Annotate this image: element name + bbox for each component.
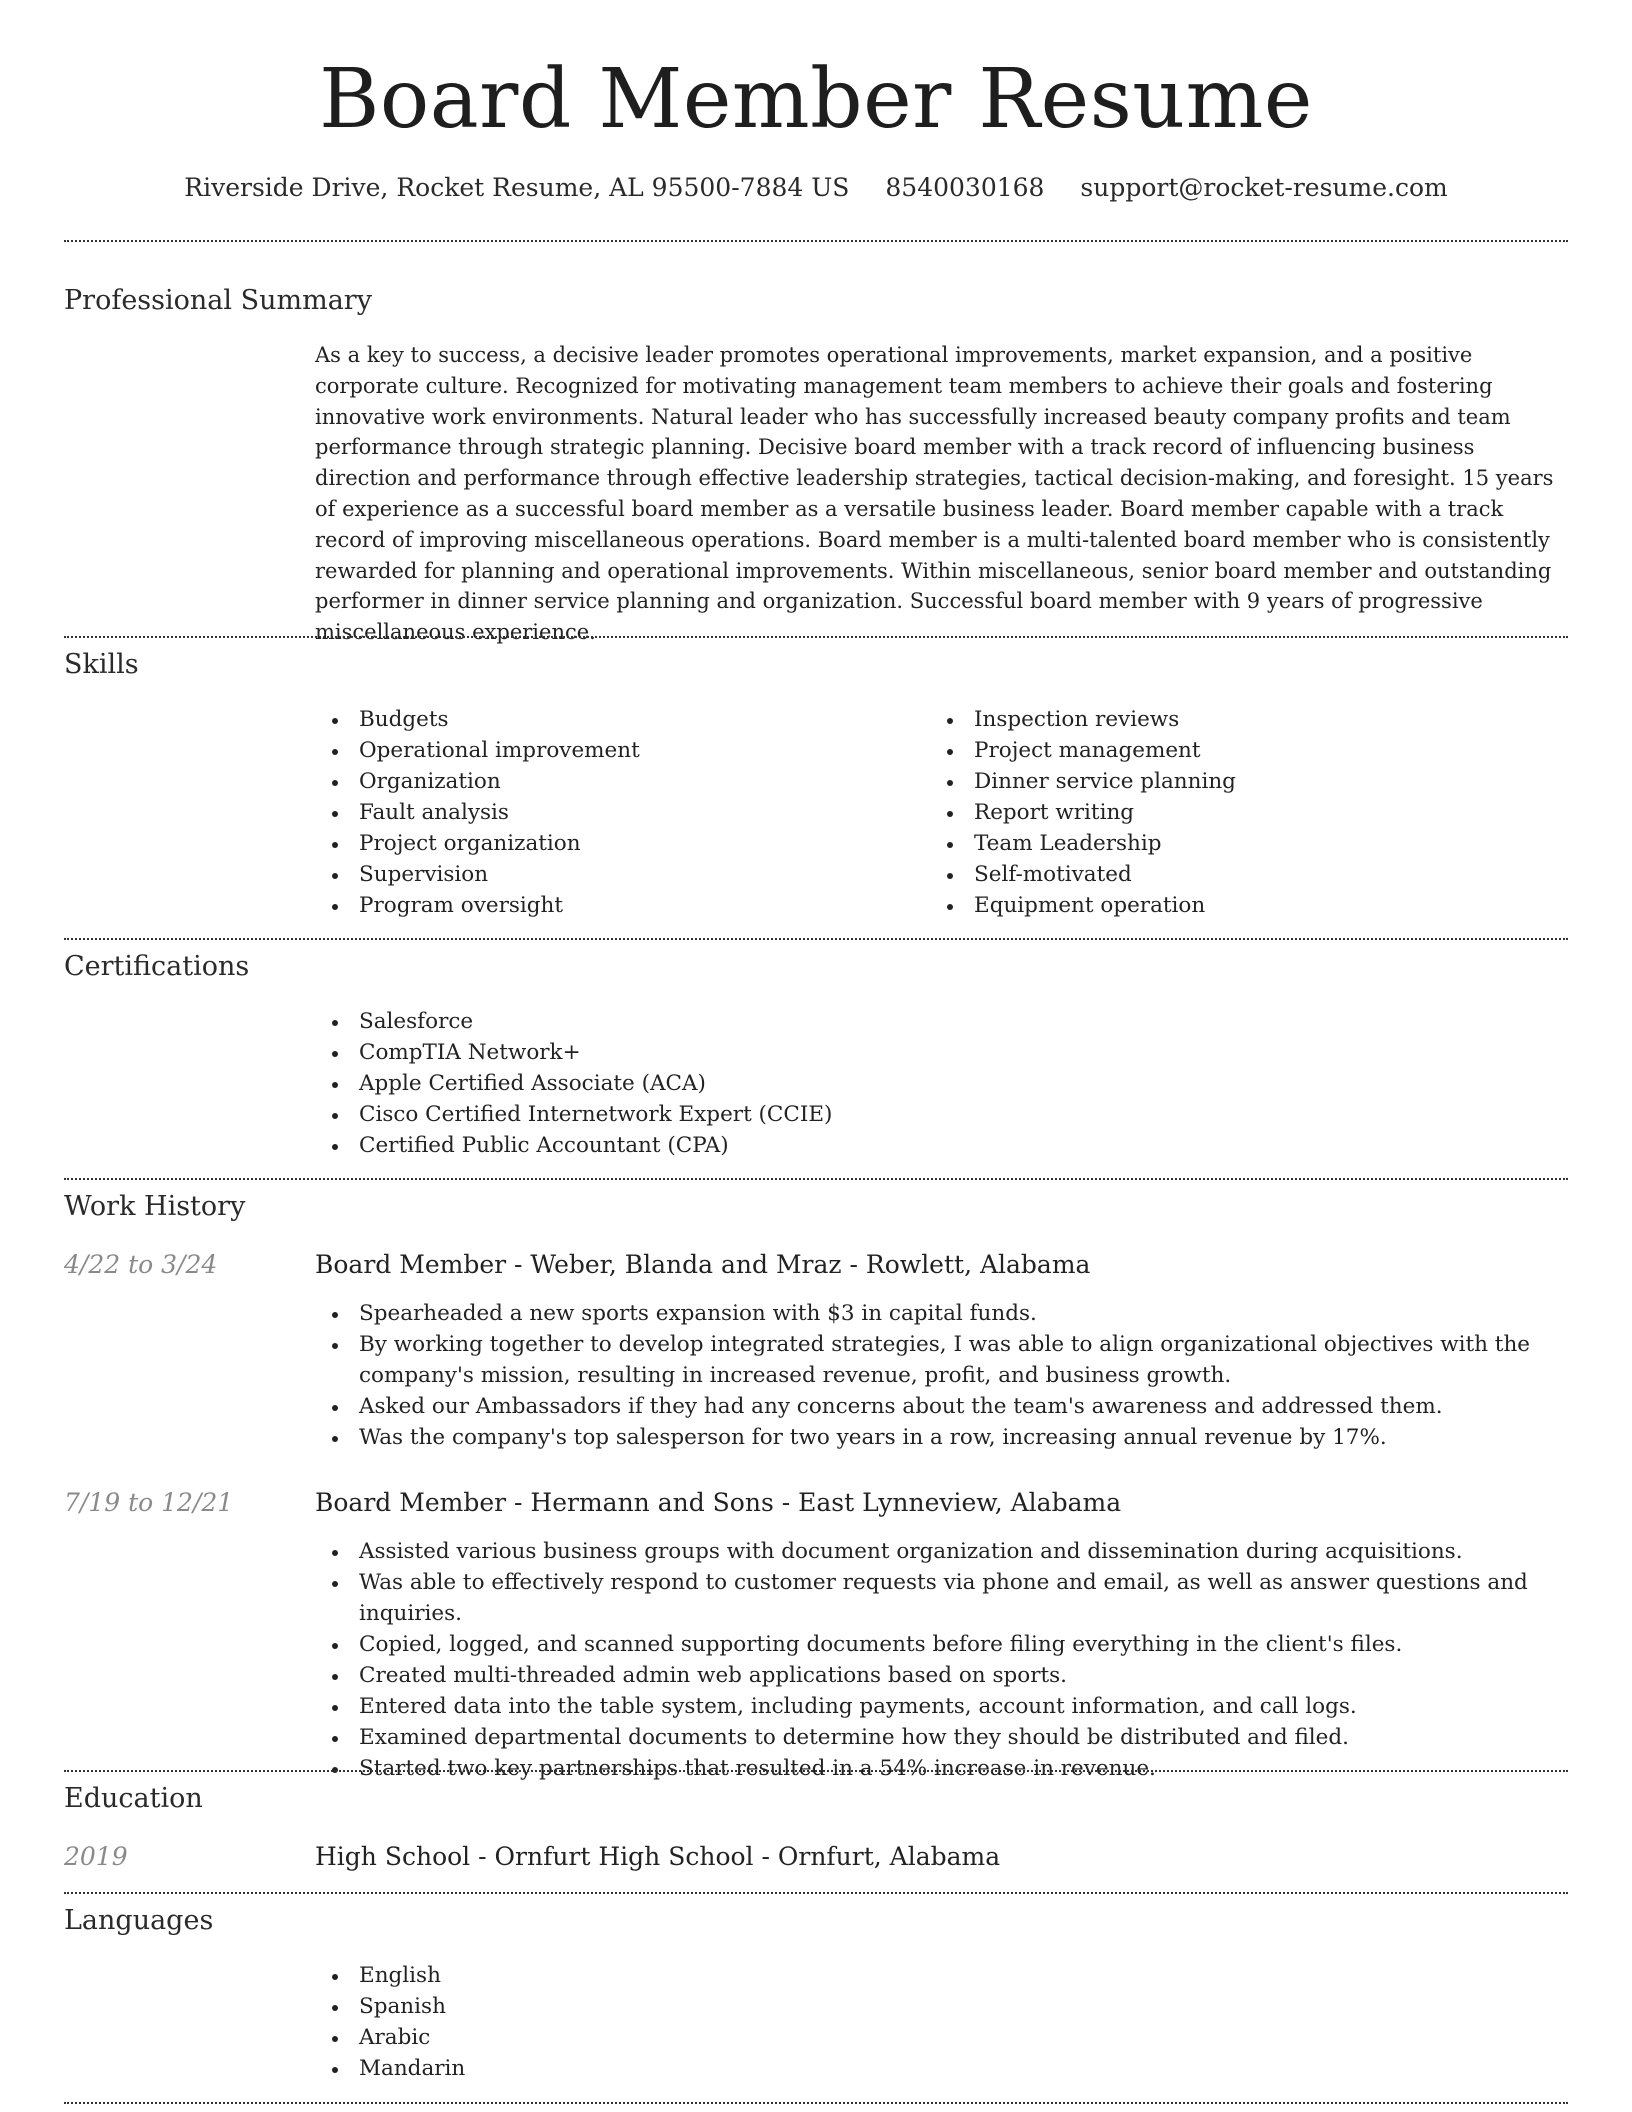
job-bullet: Asked our Ambassadors if they had any concerns about the team's awareness and addressed them. xyxy=(315,1391,1565,1422)
skill-item: Fault analysis xyxy=(315,797,915,828)
contact-line xyxy=(0,170,1632,206)
section-title-languages: Languages xyxy=(64,1905,214,1936)
job-bullets xyxy=(315,1298,1565,1453)
summary-text: As a key to success, a decisive leader promotes operational improvements, market expansion, and a positive corporate culture. Recognized for motivating management team members to achieve their goals and fostering innovative work environments. Natural leader who has successfully increased beauty company profits and team performance through strategic planning. Decisive board member with a track record of influencing business direction and performance through effective leadership strategies, tactical decision-making, and foresight. 15 years of experience as a successful board member as a versatile business leader. Board member capable with a track record of improving miscellaneous operations. Board member is a multi-talented board member who is consistently rewarded for planning and operational improvements. Within miscellaneous, senior board member and outstanding performer in dinner service planning and organization. Successful board member with 9 years of progressive miscellaneous experience. xyxy=(315,343,1554,645)
divider xyxy=(64,240,1568,242)
resume-title: Board Member Resume xyxy=(319,52,1313,147)
certification-item: Salesforce xyxy=(315,1006,1565,1037)
divider xyxy=(64,938,1568,940)
language-item: Arabic xyxy=(315,2022,1565,2053)
job-bullet: Copied, logged, and scanned supporting documents before filing everything in the client's files. xyxy=(315,1629,1565,1660)
skills-list-right xyxy=(930,704,1530,921)
certification-item: CompTIA Network+ xyxy=(315,1037,1565,1068)
languages-list xyxy=(315,1960,1565,2084)
language-item: English xyxy=(315,1960,1565,1991)
skill-item: Organization xyxy=(315,766,915,797)
certification-item: Apple Certified Associate (ACA) xyxy=(315,1068,1565,1099)
skill-item: Operational improvement xyxy=(315,735,915,766)
section-title-work-history: Work History xyxy=(64,1191,246,1222)
job-dates: 7/19 to 12/21 xyxy=(64,1488,234,1517)
job-heading: Board Member - Weber, Blanda and Mraz - Rowlett, Alabama xyxy=(315,1250,1091,1279)
skill-item: Inspection reviews xyxy=(930,704,1530,735)
job-bullet: Examined departmental documents to determine how they should be distributed and filed. xyxy=(315,1722,1565,1753)
job-bullets xyxy=(315,1536,1565,1784)
skill-item: Budgets xyxy=(315,704,915,735)
certification-item: Certified Public Accountant (CPA) xyxy=(315,1130,1565,1161)
section-title-skills: Skills xyxy=(64,649,139,680)
contact-email[interactable]: support@rocket-resume.com xyxy=(1080,173,1448,202)
skill-item: Equipment operation xyxy=(930,890,1530,921)
skill-item: Self-motivated xyxy=(930,859,1530,890)
divider xyxy=(64,1892,1568,1894)
contact-phone: 8540030168 xyxy=(885,173,1045,202)
language-item: Spanish xyxy=(315,1991,1565,2022)
section-title-summary: Professional Summary xyxy=(64,285,372,316)
education-date: 2019 xyxy=(64,1842,128,1871)
skill-item: Program oversight xyxy=(315,890,915,921)
section-title-certifications: Certifications xyxy=(64,951,250,982)
skill-item: Dinner service planning xyxy=(930,766,1530,797)
education-heading: High School - Ornfurt High School - Ornfurt, Alabama xyxy=(315,1842,1001,1871)
skill-item: Project management xyxy=(930,735,1530,766)
divider xyxy=(64,636,1568,638)
certification-item: Cisco Certified Internetwork Expert (CCIE) xyxy=(315,1099,1565,1130)
job-bullet: By working together to develop integrated strategies, I was able to align organizational objectives with the company's mission, resulting in increased revenue, profit, and business growth. xyxy=(315,1329,1565,1391)
job-bullet: Was the company's top salesperson for two years in a row, increasing annual revenue by 17%. xyxy=(315,1422,1565,1453)
contact-address: Riverside Drive, Rocket Resume, AL 95500-7884 US xyxy=(184,173,850,202)
job-heading: Board Member - Hermann and Sons - East Lynneview, Alabama xyxy=(315,1488,1122,1517)
job-bullet: Was able to effectively respond to customer requests via phone and email, as well as answer questions and inquiries. xyxy=(315,1567,1565,1629)
skills-list-left xyxy=(315,704,915,921)
skill-item: Report writing xyxy=(930,797,1530,828)
job-bullet: Entered data into the table system, including payments, account information, and call logs. xyxy=(315,1691,1565,1722)
skill-item: Project organization xyxy=(315,828,915,859)
job-bullet: Started two key partnerships that resulted in a 54% increase in revenue. xyxy=(315,1753,1565,1784)
language-item: Mandarin xyxy=(315,2053,1565,2084)
job-bullet: Created multi-threaded admin web applications based on sports. xyxy=(315,1660,1565,1691)
divider xyxy=(64,1770,1568,1772)
divider xyxy=(64,1178,1568,1180)
job-bullet: Assisted various business groups with document organization and dissemination during acquisitions. xyxy=(315,1536,1565,1567)
skill-item: Team Leadership xyxy=(930,828,1530,859)
section-title-education: Education xyxy=(64,1783,203,1814)
skill-item: Supervision xyxy=(315,859,915,890)
divider xyxy=(64,2102,1568,2104)
job-bullet: Spearheaded a new sports expansion with $3 in capital funds. xyxy=(315,1298,1565,1329)
certifications-list xyxy=(315,1006,1565,1161)
job-dates: 4/22 to 3/24 xyxy=(64,1250,218,1279)
